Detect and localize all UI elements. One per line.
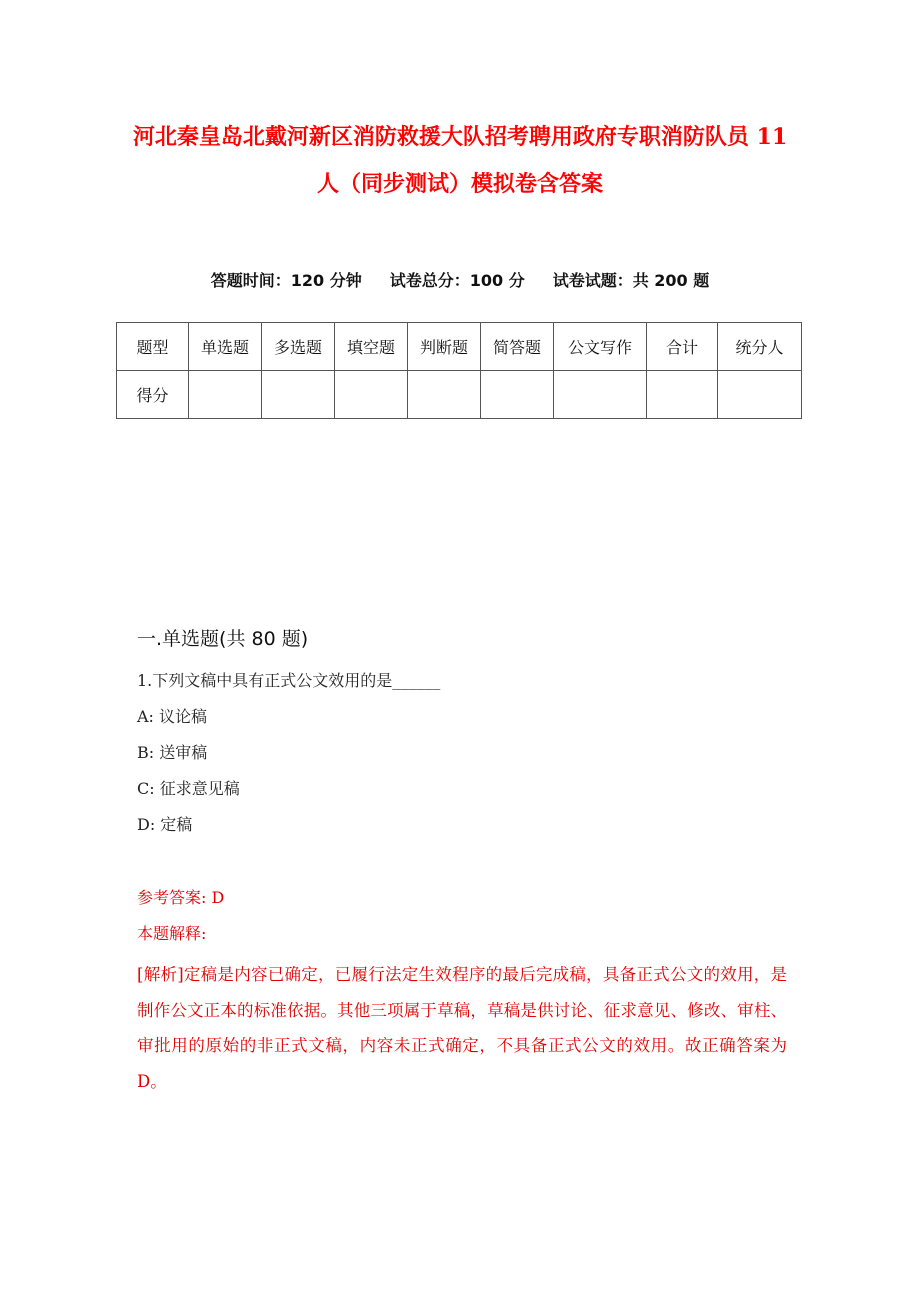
document-title-line2: 人（同步测试）模拟卷含答案 [316,171,603,197]
score-header-cell: 判断题 [408,323,481,371]
score-header-cell: 题型 [117,323,189,371]
question-text: 1.下列文稿中具有正式公文效用的是______ [137,671,441,690]
score-cell [189,371,262,419]
option-b: B: 送审稿 [137,743,208,762]
score-header-cell: 统分人 [718,323,802,371]
option-a: A: 议论稿 [137,707,208,726]
score-header-cell: 简答题 [481,323,554,371]
score-header-cell: 填空题 [335,323,408,371]
exam-total-score: 试卷总分：100 分 [389,271,525,290]
score-cell [647,371,718,419]
exam-question-count: 试卷试题：共 200 题 [552,271,710,290]
score-cell [718,371,802,419]
score-table-score-row [117,371,802,419]
score-cell [554,371,647,419]
option-c: C: 征求意见稿 [137,779,240,798]
document-title-line1: 河北秦皇岛北戴河新区消防救援大队招考聘用政府专职消防队员 11 [132,124,788,150]
score-header-cell: 多选题 [262,323,335,371]
score-cell [408,371,481,419]
explanation-label: 本题解释: [137,924,207,943]
score-header-cell: 单选题 [189,323,262,371]
explanation-text: [解析]定稿是内容已确定，已履行法定生效程序的最后完成稿，具备正式公文的效用，是制作公文正本的标准依据。其他三项属于草稿，草稿是供讨论、征求意见、修改、审柱、审批用的原始的非正式文稿，内容未正式确定，不具备正式公文的效用。故正确答案为D。 [137,965,787,1091]
score-cell [262,371,335,419]
exam-meta [0,268,920,291]
score-table-header-row [117,323,802,371]
exam-time: 答题时间：120 分钟 [210,271,362,290]
score-table [116,322,802,419]
option-d: D: 定稿 [137,815,193,834]
score-header-cell: 公文写作 [554,323,647,371]
score-cell [335,371,408,419]
score-row-label: 得分 [117,371,189,419]
score-header-cell: 合计 [647,323,718,371]
section-heading: 一.单选题(共 80 题) [137,628,309,650]
reference-answer: 参考答案: D [137,888,225,907]
score-cell [481,371,554,419]
